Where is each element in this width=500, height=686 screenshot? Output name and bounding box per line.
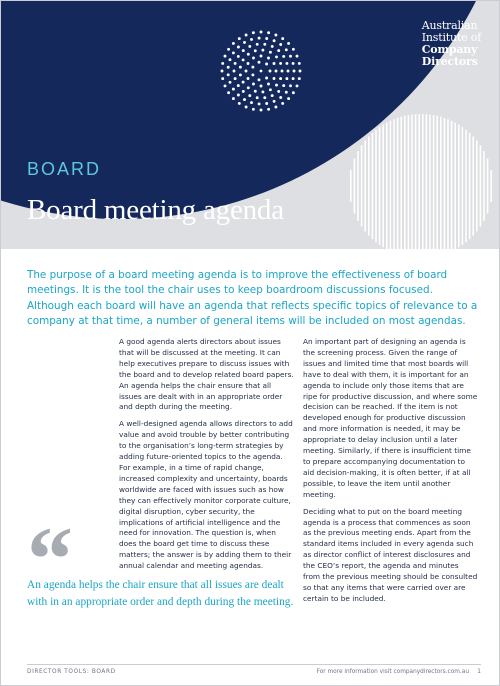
pattern-dot: [279, 62, 282, 65]
pattern-dot: [260, 31, 263, 34]
pattern-dot: [275, 70, 278, 73]
pattern-dot: [245, 106, 248, 109]
footer-website-note: For more information visit companydirectors.com.au: [316, 669, 469, 675]
pattern-dot: [243, 98, 246, 101]
pattern-dot: [261, 49, 264, 52]
pattern-dot: [242, 58, 245, 61]
pattern-dot: [227, 73, 230, 76]
pattern-dot: [273, 39, 276, 42]
pattern-dot: [263, 43, 266, 46]
pattern-dot: [269, 51, 272, 54]
pattern-dot: [242, 49, 245, 52]
pattern-dot: [269, 70, 272, 73]
pattern-dot: [265, 37, 268, 40]
pattern-dot: [245, 70, 248, 73]
pattern-dot: [273, 77, 276, 80]
page-title: Board meeting agenda: [27, 194, 284, 226]
pattern-dot: [250, 38, 253, 41]
pattern-dot: [271, 94, 274, 97]
footer-section-label: DIRECTOR TOOLS: BOARD: [27, 669, 116, 675]
pattern-dot: [229, 81, 232, 84]
pattern-dot: [261, 90, 264, 93]
aicd-logo: [422, 20, 481, 68]
pattern-dot: [224, 84, 227, 87]
pattern-dot: [251, 73, 254, 76]
pattern-dot: [224, 55, 227, 58]
body-paragraph: A good agenda alerts directors about issues that will be discussed at the meeting. It can help executives prepare to discuss issues with the board and to develop related board papers. An agenda helps the chair ensure that all issues are dealt with in an appropriate order and depth during the meeting.: [119, 337, 294, 412]
logo-line-2: Institute of: [421, 31, 481, 44]
pattern-dot: [282, 55, 285, 58]
pattern-dot: [221, 62, 224, 65]
pattern-dot: [260, 55, 263, 58]
pattern-dot: [267, 108, 270, 111]
pattern-dot: [247, 86, 250, 89]
intro-paragraph-1: The purpose of a board meeting agenda is to improve the effectiveness of board meetings. It is the tool the chair uses to keep boardroom discussions focused.: [27, 269, 448, 297]
pattern-dot: [227, 91, 230, 94]
pattern-dot: [265, 63, 268, 66]
pattern-dot: [239, 73, 242, 76]
pattern-dot: [285, 48, 288, 51]
pattern-dot: [237, 55, 240, 58]
pattern-dot: [274, 34, 277, 37]
pattern-dot: [281, 37, 284, 40]
pattern-dot: [282, 84, 285, 87]
pattern-dot: [281, 70, 284, 73]
pattern-dot: [256, 43, 259, 46]
pattern-dot: [275, 55, 278, 58]
pattern-dot: [254, 49, 257, 52]
pattern-dot: [273, 100, 276, 103]
logo-line-4: Directors: [421, 55, 478, 68]
pattern-dot: [267, 57, 270, 60]
pattern-dot: [298, 77, 301, 80]
pattern-dot: [289, 55, 292, 58]
logo-line-3: Company: [421, 43, 478, 56]
pattern-dot: [232, 97, 235, 100]
pattern-dot: [258, 37, 261, 40]
pattern-dot: [260, 70, 263, 73]
pattern-dot: [279, 77, 282, 80]
pattern-dot: [232, 42, 235, 45]
pattern-dot: [229, 58, 232, 61]
pattern-dot: [298, 62, 301, 65]
pattern-dot: [292, 48, 295, 51]
pattern-dot: [243, 41, 246, 44]
pattern-dot: [247, 53, 250, 56]
pattern-dot: [292, 62, 295, 65]
pattern-dot: [234, 62, 237, 65]
pattern-dot: [260, 85, 263, 88]
header-banner: [1, 1, 499, 249]
body-column-left: [119, 337, 294, 578]
pattern-dot: [271, 45, 274, 48]
pattern-dot: [256, 96, 259, 99]
pattern-dot: [254, 90, 257, 93]
pattern-dot: [263, 96, 266, 99]
intro-block: [27, 268, 487, 330]
pattern-dot: [242, 90, 245, 93]
pattern-dot: [252, 31, 255, 34]
pattern-dot: [248, 94, 251, 97]
pattern-dot: [267, 31, 270, 34]
pattern-dot: [248, 45, 251, 48]
pattern-dot: [239, 66, 242, 69]
logo-line-1: Australian: [421, 19, 478, 32]
pattern-dot: [260, 109, 263, 112]
quote-mark-icon: “: [27, 508, 73, 610]
intro-paragraph-2: Although each board will have an agenda that reflects specific topics of relevance to a company at that time, a number of general items will be included on most agendas.: [27, 299, 478, 328]
pattern-dot: [287, 70, 290, 73]
pattern-dot: [285, 62, 288, 65]
pattern-dot: [265, 77, 268, 80]
pattern-dot: [237, 84, 240, 87]
pattern-dot: [227, 48, 230, 51]
pattern-dot: [274, 106, 277, 109]
pattern-dot: [287, 97, 290, 100]
section-kicker: BOARD: [27, 159, 102, 179]
body-paragraph: An important part of designing an agenda is the screening process. Given the range of issues and limited time that most boards will have to deal with them, it is important for an agenda to include only those items that are ripe for productive discussion, and where some decision can be reached. If the item is not developed enough for productive discussion and more information is needed, it may be appropriate to delay inclusion until a later meeting. Similarly, if there is insufficient time to prepare accompanying documentation to aid decision-making, it is often better, if at all possible, to leave the item until another meeting.: [303, 337, 478, 499]
pattern-dot: [234, 77, 237, 80]
pattern-dot: [252, 108, 255, 111]
pattern-dot: [265, 102, 268, 105]
body-column-right: [303, 337, 478, 611]
page-number: 1: [477, 669, 481, 675]
pattern-dot: [296, 55, 299, 58]
pattern-dot: [296, 84, 299, 87]
pattern-dot: [293, 70, 296, 73]
pattern-dot: [258, 78, 261, 81]
pattern-dot: [287, 42, 290, 45]
pattern-dot: [279, 43, 282, 46]
pattern-dot: [232, 88, 235, 91]
pattern-dot: [258, 102, 261, 105]
pattern-dot: [285, 77, 288, 80]
pattern-dot: [285, 91, 288, 94]
pattern-dot: [238, 102, 241, 105]
pattern-dot: [292, 91, 295, 94]
pattern-dot: [269, 88, 272, 91]
pattern-dot: [221, 77, 224, 80]
pattern-dot: [237, 46, 240, 49]
pattern-dot: [273, 62, 276, 65]
body-paragraph: Deciding what to put on the board meeting agenda is a process that commences as soon as the previous meeting ends. Apart from the standard items included in every agenda such as director conflict of interest disclosures and the CEO’s report, the agenda and minutes from the previous meeting should be consulted so that any items that were carried over are certain to be included.: [303, 506, 478, 603]
pattern-dot: [250, 101, 253, 104]
pull-quote: An agenda helps the chair ensure that all issues are dealt with in an appropriate order and depth during the meeting.: [27, 579, 294, 609]
pattern-dot: [238, 37, 241, 40]
pattern-dot: [292, 77, 295, 80]
body-paragraph: A well-designed agenda allows directors to add value and avoid trouble by better contributing to the organisation’s long-term strategies by adding future-oriented topics to the agenda. For example, in a time of rapid change, increased complexity and uncertainty, boards worldwide are faced with issues such as how they can effectively monitor corporate culture, digital disruption, cyber security, the implications of artificial intelligence and the need for innovation. The question is, when does the board get time to discuss these matters; the answer is by adding them to their annual calendar and meeting agendas.: [119, 419, 293, 571]
pattern-dot: [247, 62, 250, 65]
pattern-dot: [232, 51, 235, 54]
pattern-dot: [279, 96, 282, 99]
pattern-dot: [281, 102, 284, 105]
pattern-dot: [258, 61, 261, 64]
pattern-dot: [299, 70, 302, 73]
pattern-dot: [221, 70, 224, 73]
pattern-dot: [277, 90, 280, 93]
pattern-dot: [237, 94, 240, 97]
pattern-dot: [275, 84, 278, 87]
pattern-dot: [245, 34, 248, 37]
pattern-dot: [233, 70, 236, 73]
footer-divider: [27, 664, 481, 665]
pattern-dot: [289, 84, 292, 87]
pattern-dot: [227, 66, 230, 69]
pattern-dot: [252, 83, 255, 86]
pattern-dot: [251, 66, 254, 69]
pattern-dot: [252, 57, 255, 60]
pattern-dot: [277, 49, 280, 52]
pattern-dot: [267, 83, 270, 86]
pattern-dot: [247, 77, 250, 80]
pattern-dot: [242, 81, 245, 84]
